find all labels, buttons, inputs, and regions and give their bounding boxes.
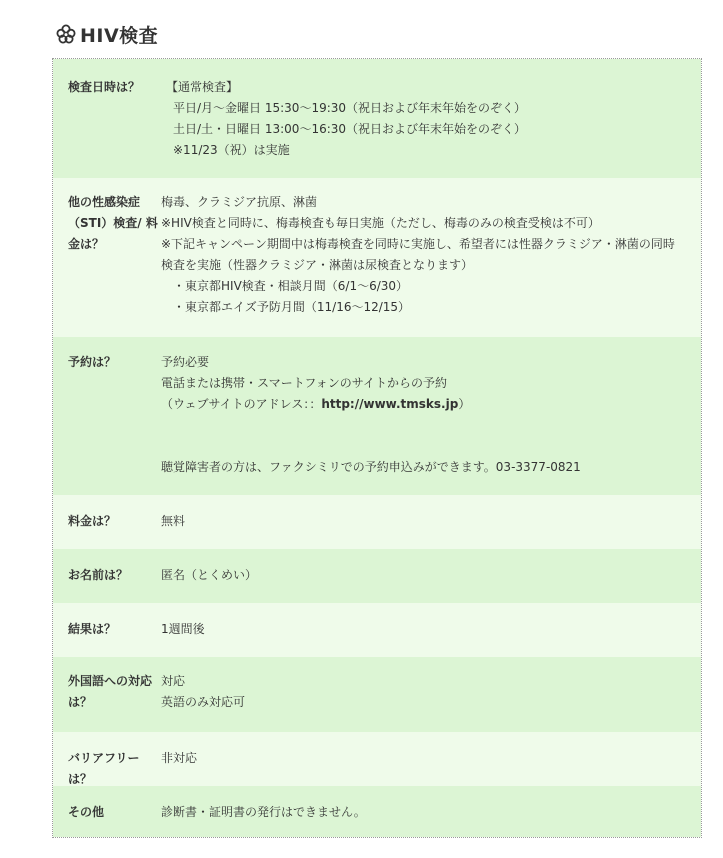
row-value <box>161 178 701 337</box>
row-value <box>161 657 701 732</box>
value-line: ※11/23（祝）は実施 <box>161 143 290 157</box>
page-title: HIV検査 <box>80 24 159 47</box>
table-row <box>53 657 701 732</box>
value-line: 検査を実施（性器クラミジア・淋菌は尿検査となります） <box>161 258 474 272</box>
value-line: 対応 <box>161 674 186 688</box>
table-row <box>53 549 701 603</box>
value-line: 平日/月～金曜日 15:30～19:30（祝日および年末年始をのぞく） <box>161 101 527 115</box>
row-value <box>161 549 701 603</box>
reservation-url-link[interactable]: http://www.tmsks.jp <box>321 397 459 411</box>
section-header <box>56 20 158 48</box>
row-label <box>53 495 161 549</box>
value-line: 英語のみ対応可 <box>161 695 246 709</box>
row-value <box>161 495 701 549</box>
value-line: 匿名（とくめい） <box>161 568 258 582</box>
row-value <box>161 337 701 495</box>
table-row <box>53 59 701 178</box>
value-line: 梅毒、クラミジア抗原、淋菌 <box>161 195 318 209</box>
row-label-line: 予約は？ <box>68 355 117 369</box>
value-line: 1週間後 <box>161 622 205 636</box>
row-label-line: バリアフリーは？ <box>68 751 140 786</box>
value-line: 診断書・証明書の発行はできません。 <box>161 805 366 819</box>
value-line: ・東京都HIV検査・相談月間（6/1～6/30） <box>161 279 409 293</box>
row-label-line: 料金は？ <box>68 514 117 528</box>
row-value <box>161 603 701 657</box>
row-label-line: お名前は？ <box>68 568 129 582</box>
row-label-line: （STI）検査/ <box>68 216 142 230</box>
table-row <box>53 178 701 337</box>
row-label-line: 検査日時は？ <box>68 80 141 94</box>
row-value <box>161 59 701 178</box>
row-label-line: 外国語への対応 <box>68 674 153 688</box>
table-row <box>53 495 701 549</box>
row-value <box>161 786 701 837</box>
value-line: 予約必要 <box>161 355 210 369</box>
row-label-line: 結果は？ <box>68 622 117 636</box>
value-line: 非対応 <box>161 751 198 765</box>
address-prefix: （ウェブサイトのアドレス：： <box>161 397 322 411</box>
table-row <box>53 603 701 657</box>
table-row <box>53 337 701 495</box>
row-label-line: 他の性感染症 <box>68 195 141 209</box>
value-line: 無料 <box>161 514 186 528</box>
row-label <box>53 549 161 603</box>
flower-icon <box>56 24 76 44</box>
row-label-line: 料金は？ <box>68 216 158 251</box>
value-line <box>161 394 701 415</box>
row-value <box>161 732 701 786</box>
value-line: 【通常検査】 <box>166 80 239 94</box>
table-row <box>53 732 701 786</box>
row-label <box>53 337 161 495</box>
row-label <box>53 603 161 657</box>
value-line: ・東京都エイズ予防月間（11/16～12/15） <box>161 300 411 314</box>
value-line: 聴覚障害者の方は、ファクシミリでの予約申込みができます。03-3377-0821 <box>161 460 581 474</box>
value-line: 電話または携帯・スマートフォンのサイトからの予約 <box>161 376 447 390</box>
row-label-line: は？ <box>68 695 93 709</box>
value-line: ※下記キャンペーン期間中は梅毒検査を同時に実施し、希望者には性器クラミジア・淋菌の同時 <box>161 237 675 251</box>
row-label <box>53 732 161 786</box>
address-suffix: ） <box>458 397 471 411</box>
value-line-blank <box>161 436 701 457</box>
row-label-line: その他 <box>68 805 105 819</box>
value-line-blank <box>161 415 701 436</box>
row-label <box>53 786 161 837</box>
table-row <box>53 786 701 837</box>
info-table <box>52 58 702 838</box>
row-label <box>53 59 161 178</box>
value-line: ※HIV検査と同時に、梅毒検査も毎日実施（ただし、梅毒のみの検査受検は不可） <box>161 216 600 230</box>
value-line: 土日/土・日曜日 13:00～16:30（祝日および年末年始をのぞく） <box>161 122 527 136</box>
row-label <box>53 657 161 732</box>
row-label <box>53 178 161 337</box>
